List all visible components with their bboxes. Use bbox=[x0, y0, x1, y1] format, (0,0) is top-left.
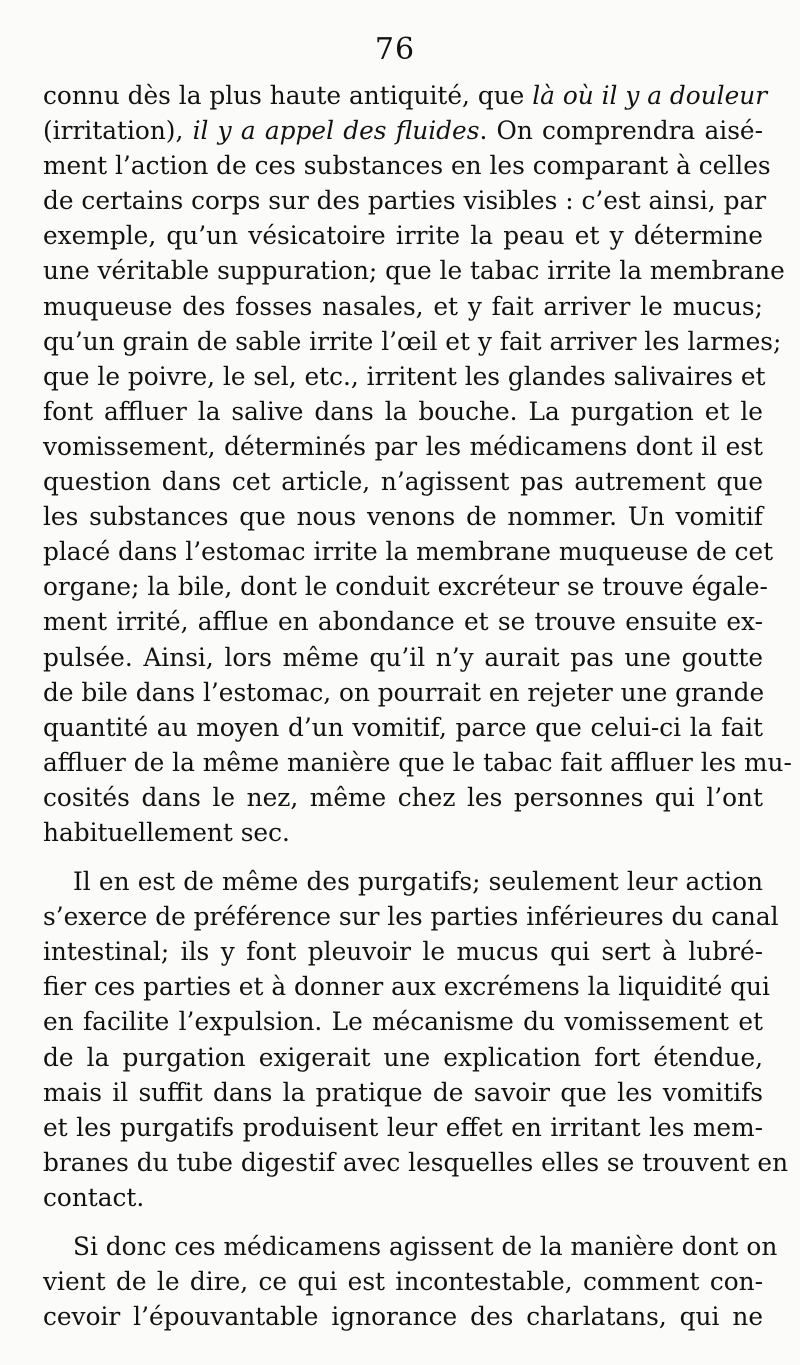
text-line: les substances que nous venons de nommer. Un vomitif bbox=[43, 502, 763, 532]
text-line: vient de le dire, ce qui est incontestable, comment con- bbox=[43, 1267, 763, 1297]
text-line: pulsée. Ainsi, lors même qu’il n’y aurait pas une goutte bbox=[43, 642, 763, 672]
text-line: une véritable suppuration; que le tabac irrite la membrane bbox=[43, 256, 785, 286]
text-line: fier ces parties et à donner aux excrémens la liquidité qui bbox=[43, 972, 770, 1002]
text-line: exemple, qu’un vésicatoire irrite la peau et y détermine bbox=[43, 221, 763, 251]
text-line: de bile dans l’estomac, on pourrait en rejeter une grande bbox=[43, 677, 765, 707]
text-line: contact. bbox=[43, 1182, 145, 1212]
paragraph-gap bbox=[43, 1215, 763, 1229]
text-line: font affluer la salive dans la bouche. La purgation et le bbox=[43, 396, 763, 426]
text-line: muqueuse des fosses nasales, et y fait arriver le mucus; bbox=[43, 291, 763, 321]
text-line: mais il suffit dans la pratique de savoir que les vomitifs bbox=[43, 1077, 763, 1107]
text-line bbox=[43, 78, 768, 113]
text-line: de certains corps sur des parties visibles : c’est ainsi, par bbox=[43, 186, 767, 216]
text-line: vomissement, déterminés par les médicamens dont il est bbox=[43, 431, 763, 461]
text-line: et les purgatifs produisent leur effet en irritant les mem- bbox=[43, 1112, 763, 1142]
text-line: en facilite l’expulsion. Le mécanisme du vomissement et bbox=[43, 1007, 763, 1037]
text-line: cevoir l’épouvantable ignorance des charlatans, qui ne bbox=[43, 1302, 763, 1332]
text-line: cosités dans le nez, même chez les personnes qui l’ont bbox=[43, 782, 763, 812]
text-line: que le poivre, le sel, etc., irritent les glandes salivaires et bbox=[43, 361, 766, 391]
text-line: s’exerce de préférence sur les parties inférieures du canal bbox=[43, 902, 779, 932]
text-run: (irritation), bbox=[43, 116, 193, 146]
italic-text-run: il y a appel des fluides bbox=[192, 116, 480, 146]
italic-text-run: là où il y a douleur bbox=[532, 81, 768, 110]
text-line: ment l’action de ces substances en les comparant à celles bbox=[43, 151, 771, 181]
text-line: question dans cet article, n’agissent pas autrement que bbox=[43, 467, 763, 497]
text-run: . On comprendra aisé- bbox=[479, 116, 763, 146]
text-line: organe; la bile, dont le conduit excréteur se trouve égale- bbox=[43, 572, 768, 602]
text-line: Il en est de même des purgatifs; seulement leur action bbox=[73, 867, 763, 897]
text-line: qu’un grain de sable irrite l’œil et y fait arriver les larmes; bbox=[43, 326, 782, 356]
text-run: connu dès la plus haute antiquité, que bbox=[43, 81, 533, 110]
text-line: quantité au moyen d’un vomitif, parce que celui-ci la fait bbox=[43, 712, 763, 742]
text-line: Si donc ces médicamens agissent de la manière dont on bbox=[73, 1232, 778, 1261]
text-line: branes du tube digestif avec lesquelles elles se trouvent en bbox=[43, 1147, 789, 1177]
text-line: intestinal; ils y font pleuvoir le mucus qui sert à lubré- bbox=[43, 937, 763, 967]
body-text bbox=[43, 78, 792, 1334]
text-line: affluer de la même manière que le tabac fait affluer les mu- bbox=[43, 747, 792, 777]
text-line: ment irrité, afflue en abondance et se trouve ensuite ex- bbox=[43, 607, 763, 637]
text-line: placé dans l’estomac irrite la membrane muqueuse de cet bbox=[43, 537, 774, 567]
text-line bbox=[43, 113, 763, 148]
text-line: de la purgation exigerait une explication fort étendue, bbox=[43, 1042, 763, 1072]
paragraph-gap bbox=[43, 850, 763, 864]
text-line: habituellement sec. bbox=[43, 817, 290, 847]
page-number: 76 bbox=[374, 32, 416, 67]
